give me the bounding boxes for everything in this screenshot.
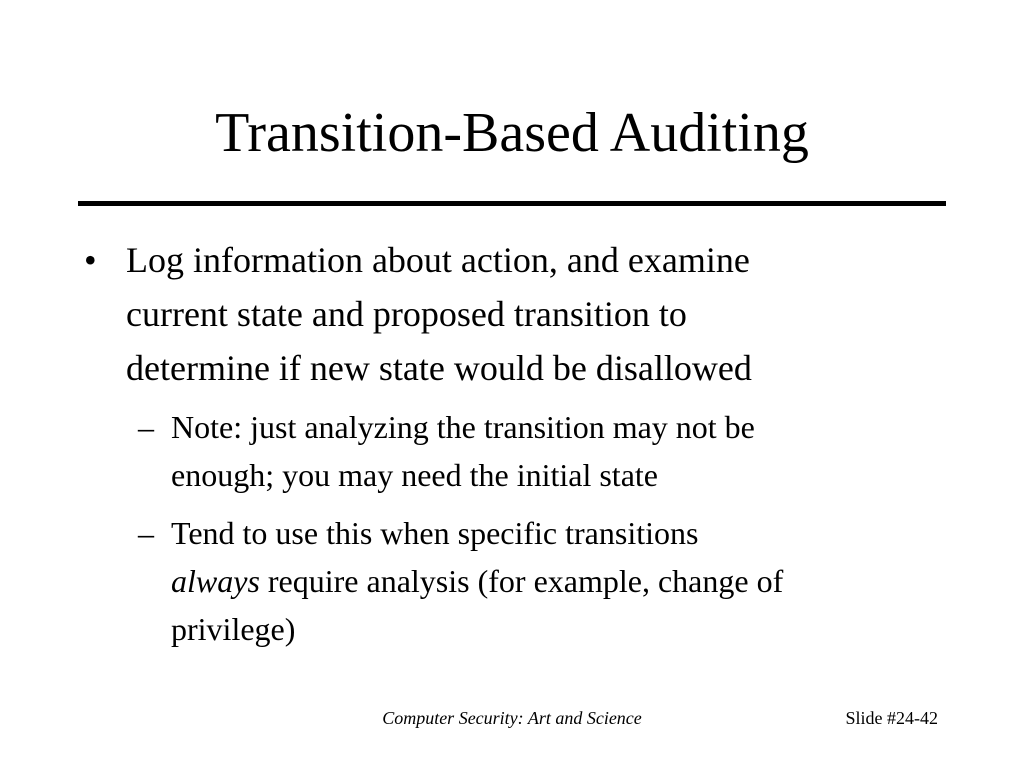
main-bullet [84, 233, 944, 395]
sub-bullet-line: privilege) [171, 611, 296, 647]
emphasis-always: always [171, 563, 260, 599]
footer-book-title: Computer Security: Art and Science [382, 708, 642, 728]
sub-bullet-text [171, 403, 941, 499]
sub-bullet-line-rest: require analysis (for example, change of [259, 563, 784, 599]
sub-bullet-line [171, 557, 941, 605]
dash-marker: – [138, 515, 154, 551]
main-bullet-text [126, 233, 926, 395]
sub-bullet-line: enough; you may need the initial state [171, 457, 658, 493]
dash-marker: – [138, 409, 154, 445]
sub-bullet-text [171, 509, 941, 653]
bullet-marker: • [84, 240, 97, 280]
main-bullet-line: current state and proposed transition to [126, 294, 687, 334]
footer-slide-number: Slide #24-42 [845, 708, 938, 728]
slide-title: Transition-Based Auditing [215, 102, 809, 164]
sub-bullet-line: Note: just analyzing the transition may not be [171, 409, 755, 445]
sub-bullet-note [138, 403, 938, 499]
main-bullet-line: Log information about action, and examine [126, 240, 750, 280]
sub-bullet-tend [138, 509, 938, 653]
sub-bullet-line: Tend to use this when specific transitions [171, 515, 699, 551]
title-divider [78, 201, 946, 206]
main-bullet-line: determine if new state would be disallowed [126, 348, 752, 388]
